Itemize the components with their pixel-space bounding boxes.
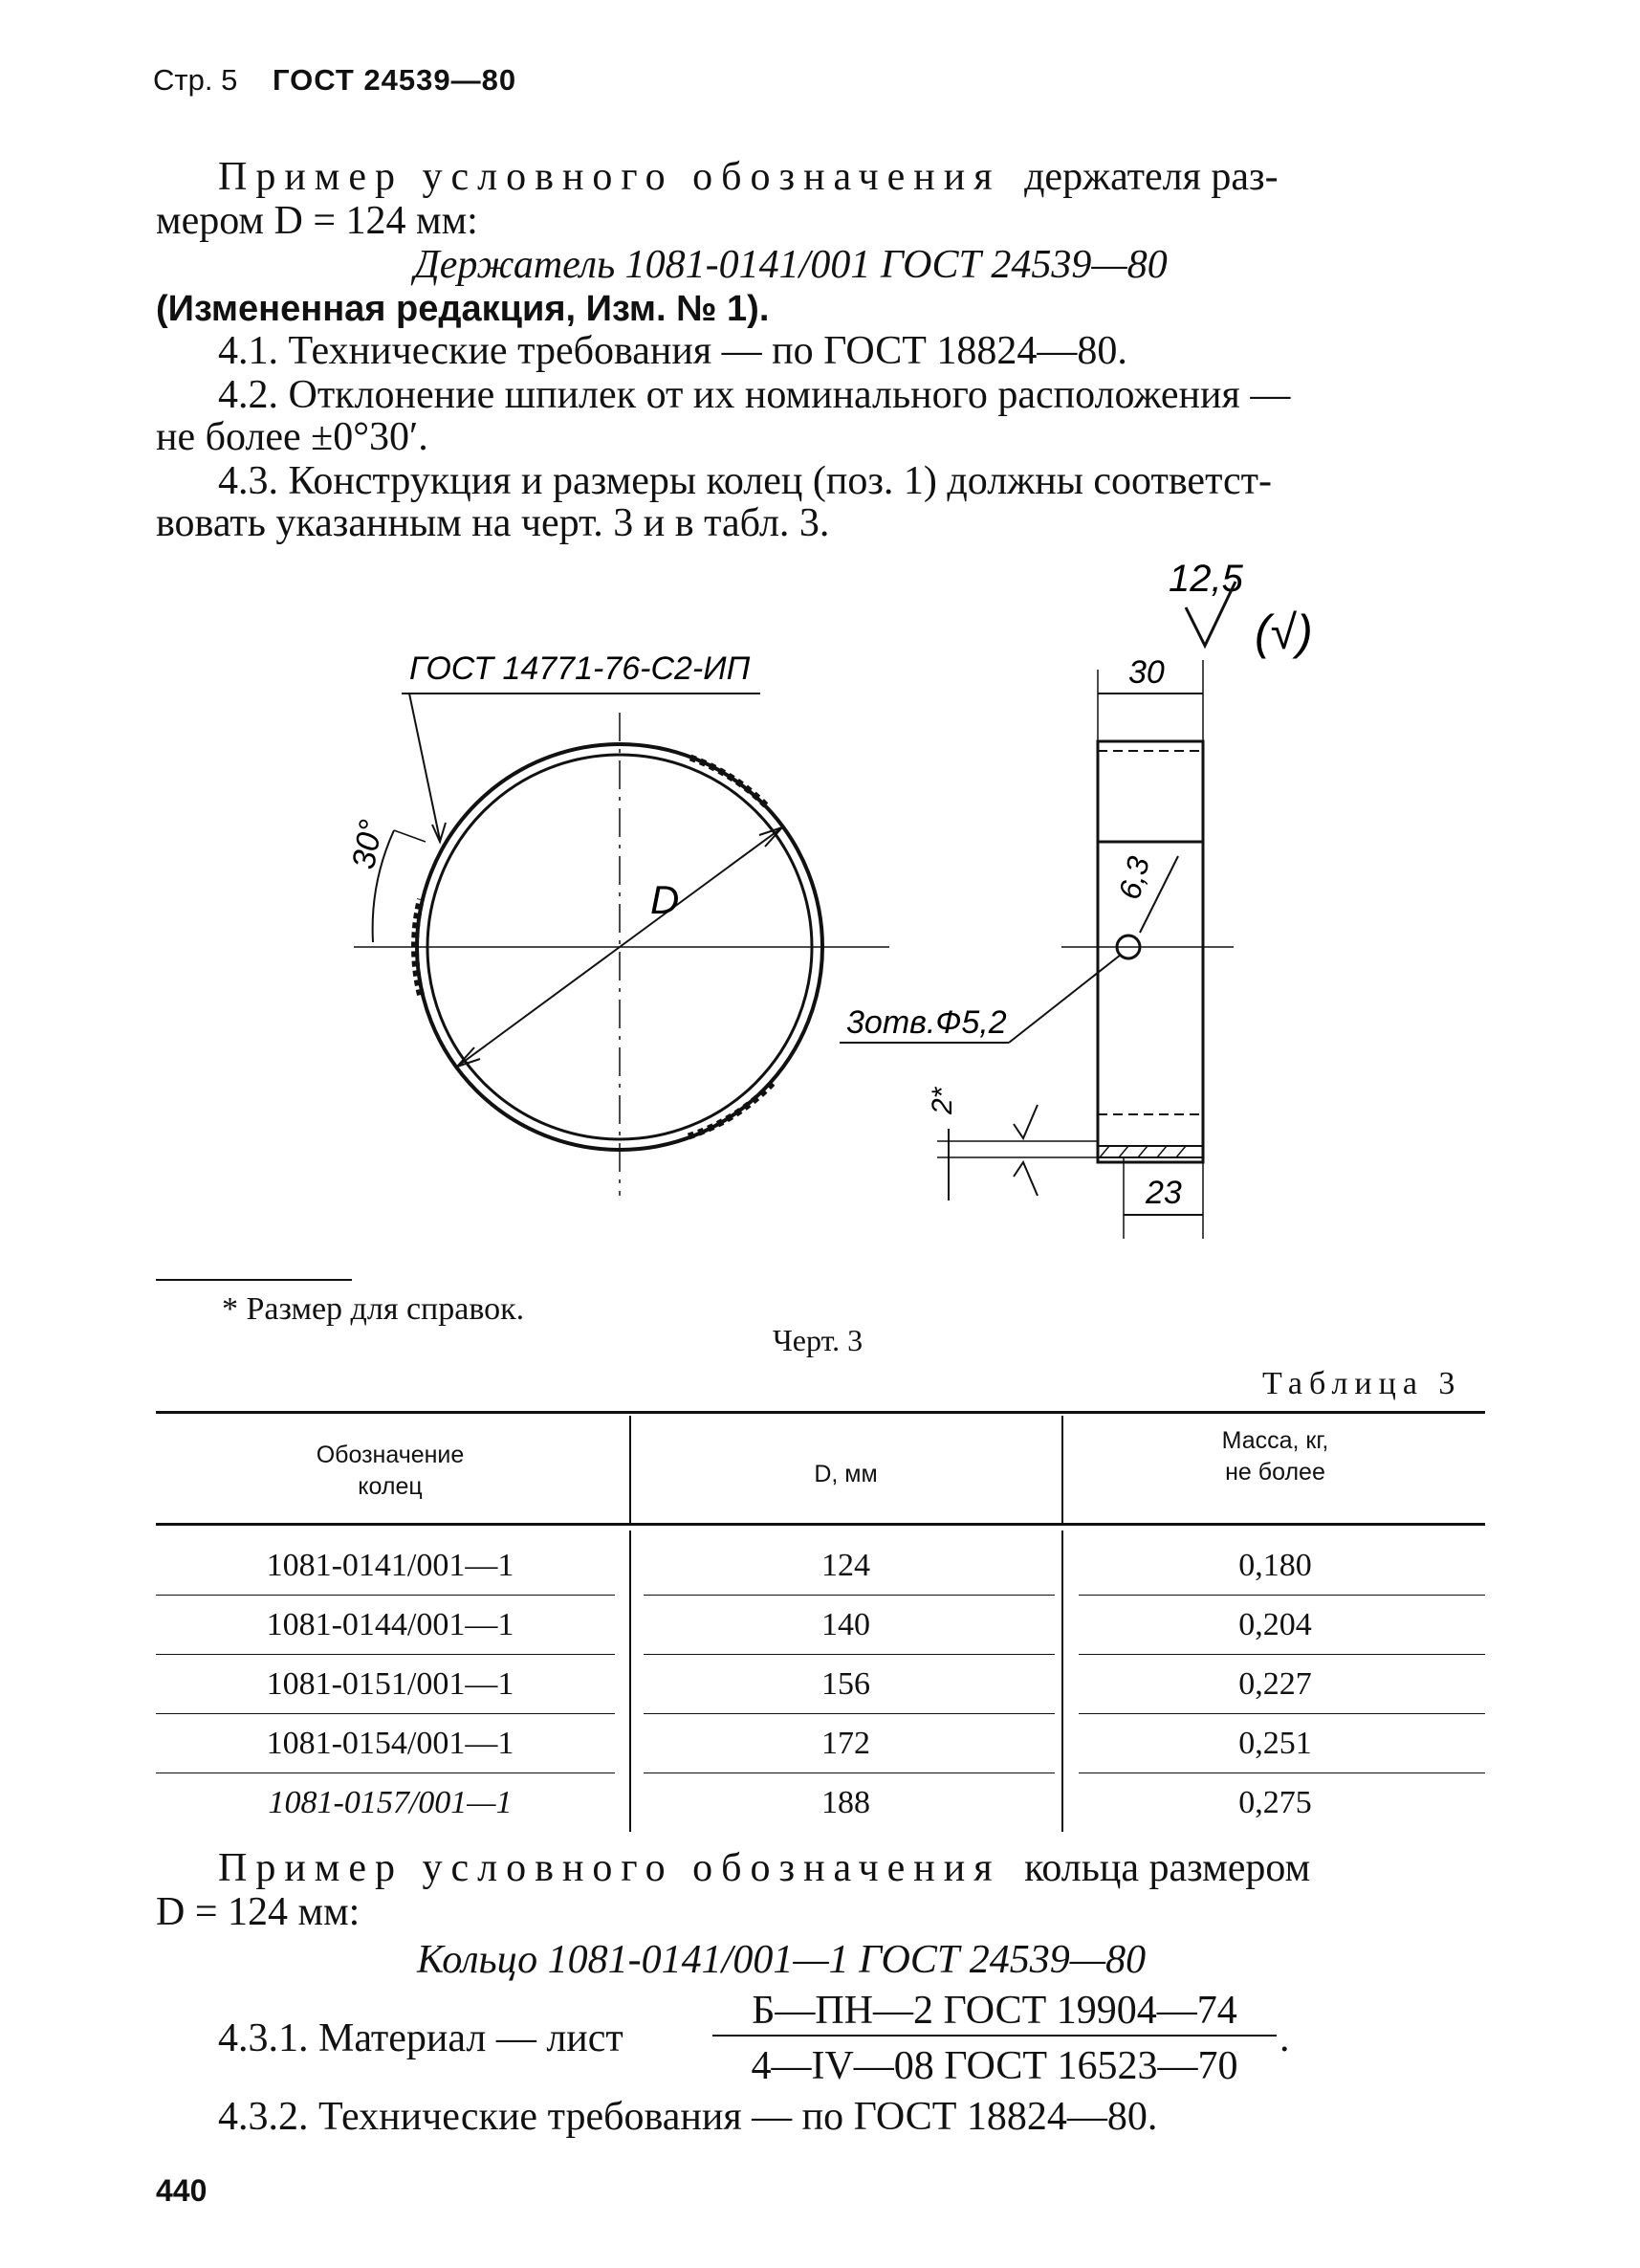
clause-4-3-line2: вовать указанным на черт. 3 и в табл. 3.	[156, 501, 830, 545]
ref-dim-label: 2*	[927, 1087, 958, 1114]
ring-front-view	[345, 713, 889, 1196]
table-row: 1081-0141/001—1 124 0,180	[156, 1548, 1485, 1607]
table-row: 1081-0154/001—1 172 0,251	[156, 1726, 1485, 1785]
bottom-dim-label: 23	[1146, 1175, 1182, 1211]
clause-4-3-1-end: .	[1279, 2016, 1290, 2060]
footnote: * Размер для справок.	[222, 1291, 525, 1327]
footnote-rule	[156, 1279, 352, 1281]
standard-code: ГОСТ 24539—80	[272, 63, 517, 97]
holder-designation: Держатель 1081-0141/001 ГОСТ 24539—80	[414, 243, 1168, 287]
para2-line2: D = 124 мм:	[156, 1890, 361, 1934]
table-row: 1081-0157/001—1 188 0,275	[268, 1785, 1312, 1820]
angle-label: 30°	[345, 817, 390, 872]
ring-side-view	[840, 654, 1234, 1239]
para1-rest: держателя раз-	[1024, 155, 1279, 199]
clause-4-2-line2: не более ±0°30′.	[156, 415, 428, 459]
para1-lead: Пример условного обозначения	[218, 155, 1001, 199]
clause-4-2-line1: 4.2. Отклонение шпилек от их номинального расположения —	[218, 373, 1291, 417]
roughness-bracket: (√)	[1255, 606, 1313, 659]
table-header-d: D, мм	[814, 1461, 878, 1487]
material-numerator: Б—ПН—2 ГОСТ 19904—74	[752, 1989, 1237, 2033]
width-label: 30	[1128, 654, 1165, 691]
table-col-divider-2	[1061, 1416, 1063, 1526]
clause-4-3-1-label: 4.3.1. Материал — лист	[218, 2016, 623, 2060]
para2-lead: Пример условного обозначения	[218, 1846, 1001, 1890]
table-col-divider-1	[629, 1416, 631, 1526]
page-label: Стр.	[153, 63, 213, 97]
clause-4-1: 4.1. Технические требования — по ГОСТ 18824—80.	[218, 329, 1127, 373]
page-number-bottom: 440	[156, 2173, 208, 2208]
table-body	[156, 1548, 1485, 1835]
diameter-label: D	[650, 877, 680, 922]
clause-4-3-2: 4.3.2. Технические требования — по ГОСТ 18824—80.	[218, 2095, 1158, 2139]
para2-line1	[218, 1848, 1310, 1888]
page-number-top: 5	[221, 63, 238, 97]
figure-caption: Черт. 3	[773, 1323, 864, 1357]
table-top-rule	[156, 1411, 1485, 1414]
table-row: 1081-0144/001—1 140 0,204	[156, 1607, 1485, 1666]
table-title: Таблица 3	[1262, 1366, 1462, 1401]
table-header-rule	[156, 1523, 1485, 1526]
material-denominator: 4—IV—08 ГОСТ 16523—70	[751, 2044, 1238, 2088]
ring-designation: Кольцо 1081-0141/001—1 ГОСТ 24539—80	[417, 1938, 1147, 1982]
para1-line2: мером D = 124 мм:	[156, 199, 478, 243]
roughness-value: 12,5	[1169, 558, 1243, 600]
table-header-designation: Обозначение колец	[316, 1442, 465, 1500]
local-roughness-label: 6,3	[1111, 852, 1157, 903]
table-header-mass: Масса, кг, не более	[1221, 1427, 1329, 1486]
gost-callout: ГОСТ 14771-76-С2-ИП	[409, 650, 751, 687]
amendment-note: (Измененная редакция, Изм. № 1).	[156, 289, 770, 329]
clause-4-3-line1: 4.3. Конструкция и размеры колец (поз. 1) должны соответст-	[218, 459, 1272, 503]
para2-rest: кольца размером	[1024, 1846, 1311, 1890]
holes-label: 3отв.Ф5,2	[846, 1004, 1007, 1041]
table-row: 1081-0151/001—1 156 0,227	[156, 1666, 1485, 1726]
fraction-bar	[712, 2035, 1277, 2037]
